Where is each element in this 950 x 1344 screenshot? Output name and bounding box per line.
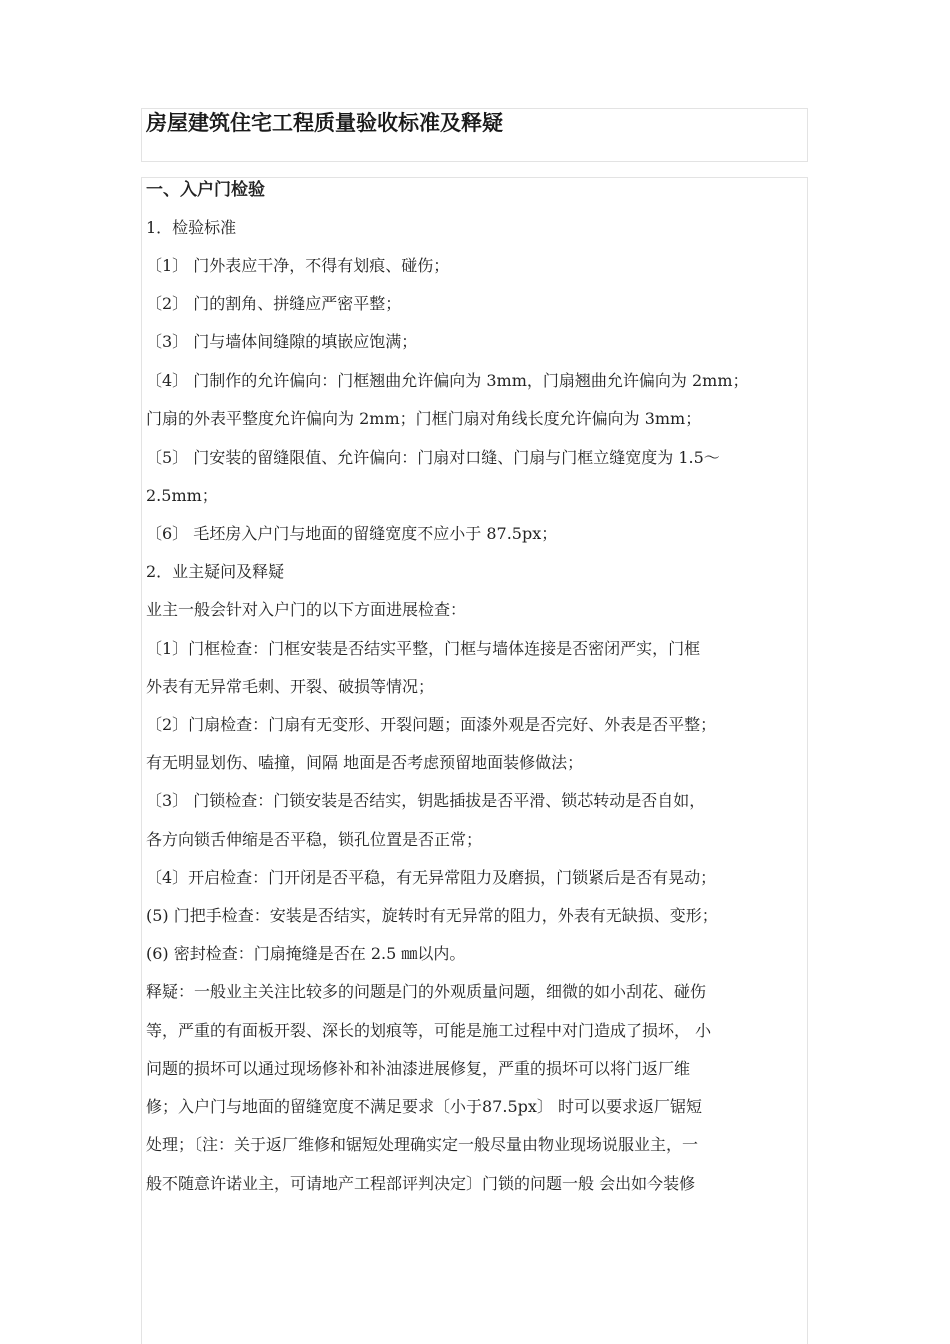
text-line: 等，严重的有面板开裂、深长的划痕等，可能是施工过程中对门造成了损坏， 小 [146, 1021, 712, 1040]
subheading-standards: 1．检验标准 [146, 218, 237, 237]
text-line: 〔1〕 门外表应干净，不得有划痕、碰伤； [146, 256, 450, 275]
text-line: 修；入户门与地面的留缝宽度不满足要求〔小于87.5px〕 时可以要求返厂锯短 [146, 1097, 702, 1116]
text-line: 〔4〕 门制作的允许偏向：门框翘曲允许偏向为 3mm，门扇翘曲允许偏向为 2mm； [146, 371, 749, 390]
text-line: 问题的损坏可以通过现场修补和补油漆进展修复，严重的损坏可以将门返厂维 [146, 1059, 691, 1078]
text-line: 〔5〕 门安装的留缝限值、允许偏向：门扇对口缝、门扇与门框立缝宽度为 1.5～ [146, 448, 720, 467]
text-line: 各方向锁舌伸缩是否平稳，锁孔位置是否正常； [146, 830, 483, 849]
subheading-owner-questions: 2．业主疑问及释疑 [146, 562, 285, 581]
title-box [141, 108, 808, 162]
text-line: 〔1〕门框检查：门框安装是否结实平整，门框与墙体连接是否密闭严实，门框 [146, 639, 701, 658]
document-title: 房屋建筑住宅工程质量验收标准及释疑 [146, 111, 503, 135]
text-line: 〔2〕 门的割角、拼缝应严密平整； [146, 294, 402, 313]
content-box [141, 177, 808, 1344]
text-line: 〔3〕 门与墙体间缝隙的填嵌应饱满； [146, 332, 418, 351]
text-line: 有无明显划伤、嗑撞，间隔 地面是否考虑预留地面装修做法； [146, 753, 584, 772]
text-line: 外表有无异常毛刺、开裂、破损等情况； [146, 677, 435, 696]
text-line: 业主一般会针对入户门的以下方面进展检查： [146, 600, 467, 619]
text-line: 释疑：一般业主关注比较多的问题是门的外观质量问题，细微的如小刮花、碰伤 [146, 982, 707, 1001]
text-line: 般不随意许诺业主，可请地产工程部评判决定〕门锁的问题一般 会出如今装修 [146, 1174, 696, 1193]
text-line: 处理；〔注：关于返厂维修和锯短处理确实定一般尽量由物业现场说服业主，一 [146, 1135, 699, 1154]
text-line: 〔4〕开启检查：门开闭是否平稳，有无异常阻力及磨损，门锁紧后是否有晃动； [146, 868, 717, 887]
text-line: 〔3〕 门锁检查：门锁安装是否结实，钥匙插拔是否平滑、锁芯转动是否自如， [146, 791, 706, 810]
section-heading-entry-door: 一、入户门检验 [146, 180, 265, 200]
text-line: 2.5mm； [146, 486, 218, 505]
text-line: 〔2〕门扇检查：门扇有无变形、开裂问题；面漆外观是否完好、外表是否平整； [146, 715, 717, 734]
text-line: 〔6〕 毛坯房入户门与地面的留缝宽度不应小于 87.5px； [146, 524, 558, 543]
text-line: 门扇的外表平整度允许偏向为 2mm；门框门扇对角线长度允许偏向为 3mm； [146, 409, 702, 428]
text-line: (6) 密封检查：门扇掩缝是否在 2.5 ㎜以内。 [146, 944, 466, 963]
text-line: (5) 门把手检查：安装是否结实，旋转时有无异常的阻力，外表有无缺损、变形； [146, 906, 718, 925]
